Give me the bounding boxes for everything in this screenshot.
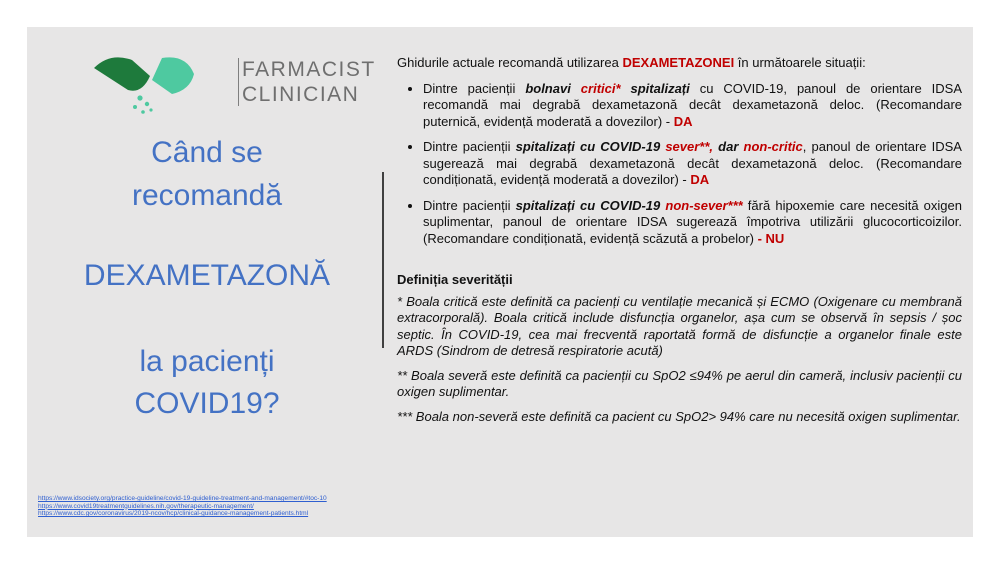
verdict-da: DA bbox=[690, 172, 710, 187]
slide bbox=[27, 27, 973, 537]
guideline-panel bbox=[397, 55, 962, 433]
intro-text bbox=[397, 55, 962, 72]
title-top bbox=[57, 131, 357, 217]
title-bottom bbox=[57, 341, 357, 425]
recommendation-non-severe: • Dintre pacienții spitalizați cu COVID-19 non-sever*** fără hipoxemie care necesită oxigen suplimentar, panoul de orientare IDSA sugerează împotriva utilizării glucocorticoizilor. (Recomandare condiționată, evidență scăzută a probelor) - NU bbox=[423, 198, 962, 248]
reference-links bbox=[38, 495, 327, 518]
title-line-3: la pacienți bbox=[139, 345, 275, 378]
title-line-4: COVID19? bbox=[134, 387, 280, 420]
vertical-divider bbox=[382, 172, 384, 348]
verdict-da: DA bbox=[673, 113, 693, 129]
logo-text bbox=[242, 57, 376, 107]
definition-severe: ** Boala severă este definită ca pacienții cu SpO2 ≤94% pe aerul din cameră, inclusiv pacienții cu oxigen suplimentar. bbox=[397, 367, 962, 399]
severity-title: Definiția severității bbox=[397, 272, 513, 287]
logo bbox=[90, 46, 376, 116]
recommendation-list bbox=[397, 81, 962, 248]
recommendation-critical: • Dintre pacienții bolnavi critici* spitalizați cu COVID-19, panoul de orientare IDSA recomandă mai degrabă dexametazonă decât dexametazonă deloc. (Recomandare puternică, evidență moderată a dovezilor) - DA bbox=[423, 81, 962, 131]
reference-link-idsa[interactable]: https://www.idsociety.org/practice-guideline/covid-19-guideline-treatment-and-management/#toc-10 bbox=[38, 495, 327, 502]
definition-critical: * Boala critică este definită ca pacienți cu ventilație mecanică și ECMO (Oxigenare cu membrană extracorporală). Boala critică include disfuncția organelor, așa cum se observă în sepsis / șoc septic. În COVID-19, cea mai frecventă raportată formă de disfuncție a organelor finale este ARDS (Sindrom de detresă respiratorie acută) bbox=[397, 293, 962, 358]
logo-divider bbox=[238, 58, 239, 106]
intro-post: în următoarele situații: bbox=[734, 55, 866, 70]
intro-drug: DEXAMETAZONEI bbox=[622, 55, 735, 70]
definition-non-severe: *** Boala non-severă este definită ca pacient cu SpO2> 94% care nu necesită oxigen suplimentar. bbox=[397, 408, 961, 424]
logo-line-2: CLINICIAN bbox=[242, 83, 360, 106]
recommendation-severe: • Dintre pacienții spitalizați cu COVID-19 sever**, dar non-critic, panoul de orientare IDSA sugerează mai degrabă dexametazonă decât dexametazonă deloc. (Recomandare condiționată, evidență moderată a dovezilor) - DA bbox=[423, 139, 962, 189]
reference-link-nih[interactable]: https://www.covid19treatmentguidelines.nih.gov/therapeutic-management/ bbox=[38, 502, 254, 510]
intro-pre: Ghidurile actuale recomandă utilizarea bbox=[397, 55, 623, 70]
title-line-1: Când se bbox=[151, 136, 263, 169]
verdict-nu: - NU bbox=[757, 230, 785, 246]
reference-link-cdc[interactable]: https://www.cdc.gov/coronavirus/2019-ncov/hcp/clinical-guidance-management-patients.html bbox=[38, 510, 309, 518]
capsule-logo-icon bbox=[90, 46, 230, 116]
logo-line-1: FARMACIST bbox=[242, 58, 376, 81]
title-drug: DEXAMETAZONĂ bbox=[83, 259, 331, 292]
title-line-2: recomandă bbox=[131, 179, 283, 212]
